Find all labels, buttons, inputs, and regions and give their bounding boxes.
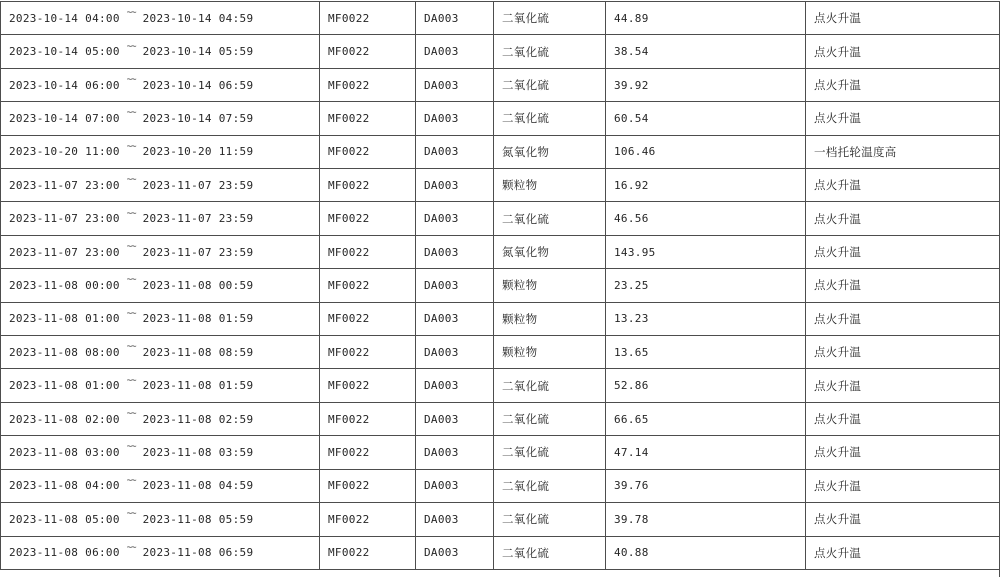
alarm-value-cell: 143.95 (606, 236, 806, 268)
alarm-value-cell: 38.54 (606, 35, 806, 67)
time-start: 2023-11-08 00:00 (9, 278, 120, 292)
pollutant-name-cell: 氮氧化物 (494, 136, 606, 168)
time-range-cell (1, 236, 320, 268)
pollutant-name-cell: 二氧化硫 (494, 470, 606, 502)
alarm-reason-cell: 点火升温 (814, 44, 862, 59)
device-code-cell: DA003 (416, 269, 494, 301)
time-range-cell (1, 169, 320, 201)
time-separator: ~~ (126, 342, 136, 353)
monitor-point-code-cell: MF0022 (320, 537, 416, 569)
time-separator: ~~ (126, 41, 136, 52)
monitor-point-code-cell: MF0022 (320, 369, 416, 401)
time-start: 2023-11-08 01:00 (9, 312, 120, 326)
time-separator: ~~ (126, 75, 136, 86)
time-start: 2023-11-08 04:00 (9, 479, 120, 493)
pollutant-name-cell: 二氧化硫 (494, 35, 606, 67)
time-separator: ~~ (126, 308, 136, 319)
monitor-point-code-cell: MF0022 (320, 470, 416, 502)
pollutant-name-cell: 氮氧化物 (494, 236, 606, 268)
time-separator: ~~ (126, 375, 136, 386)
device-code-cell: DA003 (416, 537, 494, 569)
monitor-point-code-cell: MF0022 (320, 303, 416, 335)
pollutant-name-cell: 二氧化硫 (494, 537, 606, 569)
time-end: 2023-10-20 11:59 (142, 145, 254, 159)
table-row (1, 503, 999, 536)
time-end: 2023-11-08 08:59 (142, 345, 254, 359)
time-separator: ~~ (126, 409, 136, 420)
monitor-point-code-cell: MF0022 (320, 136, 416, 168)
table-row (1, 269, 999, 302)
time-start: 2023-11-08 02:00 (9, 412, 120, 426)
alarm-reason-cell: 点火升温 (814, 512, 862, 527)
time-start: 2023-11-08 08:00 (9, 345, 120, 359)
time-end: 2023-10-14 05:59 (142, 45, 254, 59)
table-row (1, 369, 999, 402)
alarm-reason-cell: 点火升温 (814, 345, 862, 360)
time-separator: ~~ (126, 175, 136, 186)
alarm-reason-cell: 点火升温 (814, 412, 862, 427)
alarm-reason-cell: 点火升温 (814, 245, 862, 260)
alarm-value-cell: 16.92 (606, 169, 806, 201)
alarm-reason-cell: 点火升温 (814, 445, 862, 460)
alarm-reason-cell: 点火升温 (814, 211, 862, 226)
time-range-cell (1, 102, 320, 134)
device-code-cell: DA003 (416, 436, 494, 468)
device-code-cell: DA003 (416, 202, 494, 234)
time-end: 2023-11-07 23:59 (142, 245, 254, 259)
time-range-cell (1, 303, 320, 335)
time-separator: ~~ (126, 108, 136, 119)
pollutant-name-cell: 二氧化硫 (494, 2, 606, 34)
time-end: 2023-11-07 23:59 (142, 178, 254, 192)
table-row (1, 102, 999, 135)
monitor-point-code-cell: MF0022 (320, 269, 416, 301)
alarm-value-cell: 106.46 (606, 136, 806, 168)
table-row (1, 69, 999, 102)
time-start: 2023-11-08 03:00 (9, 445, 120, 459)
alarm-value-cell: 60.54 (606, 102, 806, 134)
table-row (1, 35, 999, 68)
time-separator: ~~ (126, 542, 136, 553)
time-start: 2023-11-07 23:00 (9, 178, 120, 192)
time-separator: ~~ (126, 141, 136, 152)
time-start: 2023-10-14 04:00 (9, 11, 120, 25)
time-separator: ~~ (126, 442, 136, 453)
device-code-cell: DA003 (416, 136, 494, 168)
monitor-point-code-cell: MF0022 (320, 102, 416, 134)
time-range-cell (1, 269, 320, 301)
time-start: 2023-11-07 23:00 (9, 245, 120, 259)
time-separator: ~~ (126, 509, 136, 520)
device-code-cell: DA003 (416, 169, 494, 201)
pollutant-name-cell: 颗粒物 (494, 303, 606, 335)
time-start: 2023-11-08 06:00 (9, 546, 120, 560)
table-row (1, 303, 999, 336)
pollutant-name-cell: 二氧化硫 (494, 369, 606, 401)
time-separator: ~~ (126, 475, 136, 486)
time-range-cell (1, 69, 320, 101)
monitor-point-code-cell: MF0022 (320, 403, 416, 435)
alarm-value-cell: 44.89 (606, 2, 806, 34)
pollutant-name-cell: 颗粒物 (494, 169, 606, 201)
pollutant-name-cell: 二氧化硫 (494, 503, 606, 535)
device-code-cell: DA003 (416, 236, 494, 268)
alarm-value-cell: 13.23 (606, 303, 806, 335)
time-end: 2023-11-07 23:59 (142, 212, 254, 226)
table-row (1, 2, 999, 35)
time-separator: ~~ (126, 208, 136, 219)
monitor-point-code-cell: MF0022 (320, 202, 416, 234)
alarm-reason-cell: 点火升温 (814, 278, 862, 293)
time-range-cell (1, 436, 320, 468)
monitor-point-code-cell: MF0022 (320, 169, 416, 201)
alarm-value-cell: 66.65 (606, 403, 806, 435)
alarm-reason-cell: 点火升温 (814, 478, 862, 493)
time-end: 2023-10-14 06:59 (142, 78, 254, 92)
table-row (1, 202, 999, 235)
time-range-cell (1, 336, 320, 368)
device-code-cell: DA003 (416, 35, 494, 67)
alarm-reason-cell: 点火升温 (814, 11, 862, 26)
device-code-cell: DA003 (416, 369, 494, 401)
partial-cutoff-row (0, 570, 1000, 577)
pollutant-name-cell: 颗粒物 (494, 269, 606, 301)
time-start: 2023-10-20 11:00 (9, 145, 120, 159)
monitor-point-code-cell: MF0022 (320, 35, 416, 67)
time-range-cell (1, 202, 320, 234)
time-separator: ~~ (126, 8, 136, 19)
time-end: 2023-10-14 07:59 (142, 111, 254, 125)
pollutant-name-cell: 颗粒物 (494, 336, 606, 368)
time-start: 2023-11-08 05:00 (9, 512, 120, 526)
time-end: 2023-11-08 06:59 (142, 546, 254, 560)
monitor-point-code-cell: MF0022 (320, 236, 416, 268)
alarm-reason-cell: 点火升温 (814, 178, 862, 193)
table-row (1, 537, 999, 570)
time-end: 2023-11-08 04:59 (142, 479, 254, 493)
time-separator: ~~ (126, 242, 136, 253)
device-code-cell: DA003 (416, 403, 494, 435)
alarm-value-cell: 39.78 (606, 503, 806, 535)
alarm-value-cell: 52.86 (606, 369, 806, 401)
time-end: 2023-11-08 03:59 (142, 445, 254, 459)
device-code-cell: DA003 (416, 303, 494, 335)
alarm-reason-cell: 点火升温 (814, 311, 862, 326)
device-code-cell: DA003 (416, 503, 494, 535)
pollutant-name-cell: 二氧化硫 (494, 403, 606, 435)
time-range-cell (1, 470, 320, 502)
pollutant-name-cell: 二氧化硫 (494, 436, 606, 468)
table-row (1, 136, 999, 169)
table-row (1, 236, 999, 269)
alarm-records-table (0, 1, 1000, 570)
time-start: 2023-10-14 07:00 (9, 111, 120, 125)
time-range-cell (1, 503, 320, 535)
time-start: 2023-10-14 05:00 (9, 45, 120, 59)
monitor-point-code-cell: MF0022 (320, 436, 416, 468)
time-start: 2023-11-08 01:00 (9, 379, 120, 393)
pollutant-name-cell: 二氧化硫 (494, 69, 606, 101)
time-separator: ~~ (126, 275, 136, 286)
time-start: 2023-11-07 23:00 (9, 212, 120, 226)
alarm-reason-cell: 点火升温 (814, 78, 862, 93)
monitor-point-code-cell: MF0022 (320, 336, 416, 368)
monitor-point-code-cell: MF0022 (320, 2, 416, 34)
alarm-value-cell: 23.25 (606, 269, 806, 301)
alarm-value-cell: 13.65 (606, 336, 806, 368)
alarm-reason-cell: 点火升温 (814, 378, 862, 393)
time-range-cell (1, 369, 320, 401)
alarm-value-cell: 39.92 (606, 69, 806, 101)
time-end: 2023-11-08 02:59 (142, 412, 254, 426)
time-end: 2023-10-14 04:59 (142, 11, 254, 25)
pollutant-name-cell: 二氧化硫 (494, 202, 606, 234)
device-code-cell: DA003 (416, 102, 494, 134)
alarm-reason-cell: 一档托轮温度高 (814, 144, 897, 159)
alarm-value-cell: 47.14 (606, 436, 806, 468)
device-code-cell: DA003 (416, 69, 494, 101)
device-code-cell: DA003 (416, 336, 494, 368)
alarm-reason-cell: 点火升温 (814, 545, 862, 560)
time-range-cell (1, 35, 320, 67)
time-end: 2023-11-08 00:59 (142, 278, 254, 292)
time-range-cell (1, 2, 320, 34)
time-end: 2023-11-08 01:59 (142, 312, 254, 326)
time-end: 2023-11-08 01:59 (142, 379, 254, 393)
device-code-cell: DA003 (416, 2, 494, 34)
alarm-value-cell: 39.76 (606, 470, 806, 502)
table-row (1, 470, 999, 503)
pollutant-name-cell: 二氧化硫 (494, 102, 606, 134)
monitor-point-code-cell: MF0022 (320, 503, 416, 535)
table-row (1, 403, 999, 436)
monitor-point-code-cell: MF0022 (320, 69, 416, 101)
time-start: 2023-10-14 06:00 (9, 78, 120, 92)
time-range-cell (1, 537, 320, 569)
alarm-value-cell: 46.56 (606, 202, 806, 234)
alarm-value-cell: 40.88 (606, 537, 806, 569)
time-end: 2023-11-08 05:59 (142, 512, 254, 526)
table-row (1, 169, 999, 202)
table-row (1, 436, 999, 469)
time-range-cell (1, 403, 320, 435)
time-range-cell (1, 136, 320, 168)
alarm-reason-cell: 点火升温 (814, 111, 862, 126)
device-code-cell: DA003 (416, 470, 494, 502)
table-row (1, 336, 999, 369)
